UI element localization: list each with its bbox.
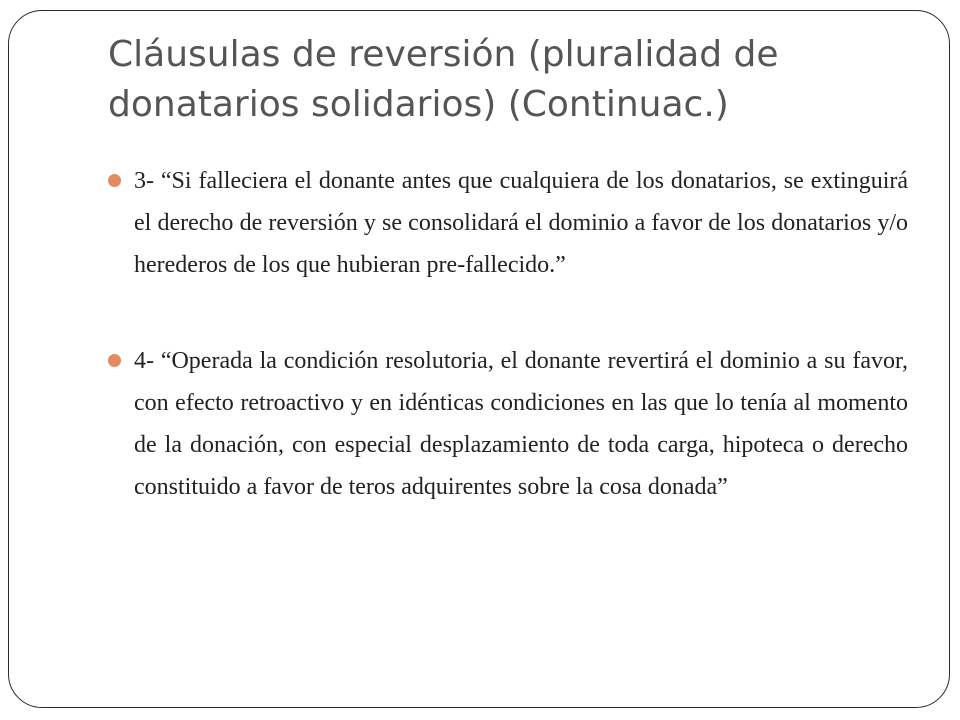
slide-content (108, 160, 908, 508)
bullet-dot-icon (108, 174, 121, 187)
bullet-item-3 (108, 160, 908, 286)
bullet-item-4 (108, 340, 908, 508)
bullet-text: 3- “Si falleciera el donante antes que cualquiera de los donatarios, se extinguirá el derecho de reversión y se consolidará el dominio a favor de los donatarios y/o herederos de los que hubieran pre-fallecido.” (134, 168, 908, 278)
bullet-text: 4- “Operada la condición resolutoria, el donante revertirá el dominio a su favor, con efecto retroactivo y en idénticas condiciones en las que lo tenía al momento de la donación, con especial desplazamiento de toda carga, hipoteca o derecho constituido a favor de teros adquirentes sobre la cosa donada” (134, 348, 908, 500)
slide-title: Cláusulas de reversión (pluralidad de donatarios solidarios) (Continuac.) (108, 34, 779, 125)
bullet-dot-icon (108, 354, 121, 367)
